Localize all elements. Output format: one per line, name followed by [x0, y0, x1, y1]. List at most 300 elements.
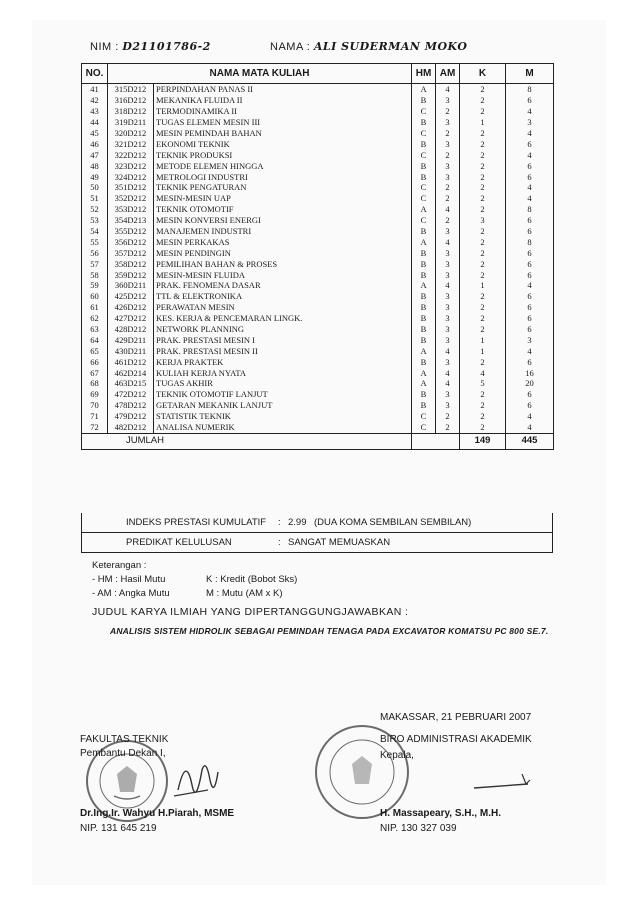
right-place-date: MAKASSAR, 21 PEBRUARI 2007	[380, 712, 532, 723]
row-m: 6	[506, 95, 554, 106]
left-signature	[168, 750, 228, 810]
row-k: 2	[460, 106, 506, 117]
row-am: 4	[436, 84, 460, 95]
row-k: 3	[460, 215, 506, 226]
row-course-name: PRAK. FENOMENA DASAR	[154, 280, 412, 291]
left-signer-name: Dr.Ing.Ir. Wahyu H.Piarah, MSME	[80, 808, 235, 819]
table-row	[82, 215, 554, 226]
row-k: 5	[460, 378, 506, 389]
row-code: 324D212	[108, 171, 154, 182]
row-m: 6	[506, 138, 554, 149]
row-k: 2	[460, 95, 506, 106]
row-hm: B	[412, 334, 436, 345]
row-code: 354D213	[108, 215, 154, 226]
row-m: 4	[506, 345, 554, 356]
table-row	[82, 128, 554, 139]
row-course-name: MESIN PERKAKAS	[154, 236, 412, 247]
row-m: 4	[506, 149, 554, 160]
row-course-name: MESIN PEMINDAH BAHAN	[154, 128, 412, 139]
row-no: 54	[82, 226, 108, 237]
row-am: 3	[436, 313, 460, 324]
row-course-name: MESIN-MESIN UAP	[154, 193, 412, 204]
row-m: 6	[506, 215, 554, 226]
row-no: 69	[82, 389, 108, 400]
table-row	[82, 193, 554, 204]
row-code: 478D212	[108, 400, 154, 411]
ipk-value: 2.99	[288, 517, 307, 528]
row-course-name: MEKANIKA FLUIDA II	[154, 95, 412, 106]
row-hm: B	[412, 291, 436, 302]
table-row	[82, 302, 554, 313]
row-no: 70	[82, 400, 108, 411]
row-hm: B	[412, 356, 436, 367]
row-m: 6	[506, 324, 554, 335]
row-code: 357D212	[108, 247, 154, 258]
row-k: 2	[460, 182, 506, 193]
row-hm: C	[412, 128, 436, 139]
row-hm: B	[412, 258, 436, 269]
row-no: 52	[82, 204, 108, 215]
row-am: 3	[436, 138, 460, 149]
row-course-name: GETARAN MEKANIK LANJUT	[154, 400, 412, 411]
row-m: 6	[506, 389, 554, 400]
row-no: 50	[82, 182, 108, 193]
row-k: 1	[460, 334, 506, 345]
ipk-label: INDEKS PRESTASI KUMULATIF	[126, 517, 267, 528]
row-m: 6	[506, 302, 554, 313]
table-row	[82, 171, 554, 182]
row-code: 472D212	[108, 389, 154, 400]
table-row	[82, 280, 554, 291]
row-k: 2	[460, 258, 506, 269]
table-row	[82, 247, 554, 258]
legend-title: Keterangan :	[92, 560, 147, 571]
row-code: 323D212	[108, 160, 154, 171]
row-k: 1	[460, 117, 506, 128]
table-body	[82, 84, 554, 434]
row-code: 425D212	[108, 291, 154, 302]
table-row	[82, 378, 554, 389]
row-no: 47	[82, 149, 108, 160]
col-m: M	[506, 64, 554, 84]
row-k: 2	[460, 226, 506, 237]
row-am: 4	[436, 204, 460, 215]
row-k: 2	[460, 422, 506, 433]
row-hm: C	[412, 215, 436, 226]
row-am: 3	[436, 258, 460, 269]
row-k: 1	[460, 280, 506, 291]
row-course-name: PRAK. PRESTASI MESIN I	[154, 334, 412, 345]
row-k: 2	[460, 313, 506, 324]
row-no: 72	[82, 422, 108, 433]
row-hm: A	[412, 378, 436, 389]
row-am: 3	[436, 160, 460, 171]
table-row	[82, 182, 554, 193]
row-code: 462D214	[108, 367, 154, 378]
table-row	[82, 324, 554, 335]
row-course-name: KULIAH KERJA NYATA	[154, 367, 412, 378]
row-code: 355D212	[108, 226, 154, 237]
row-k: 2	[460, 160, 506, 171]
table-row	[82, 258, 554, 269]
row-hm: B	[412, 95, 436, 106]
table-row	[82, 422, 554, 433]
row-m: 4	[506, 280, 554, 291]
row-hm: A	[412, 236, 436, 247]
row-no: 44	[82, 117, 108, 128]
col-hm: HM	[412, 64, 436, 84]
row-hm: A	[412, 345, 436, 356]
left-signer-line2: Pembantu Dekan I,	[80, 748, 166, 759]
row-m: 6	[506, 400, 554, 411]
row-m: 4	[506, 106, 554, 117]
row-code: 429D211	[108, 334, 154, 345]
row-no: 67	[82, 367, 108, 378]
row-k: 2	[460, 269, 506, 280]
row-hm: B	[412, 313, 436, 324]
row-course-name: TEKNIK OTOMOTIF LANJUT	[154, 389, 412, 400]
row-am: 4	[436, 345, 460, 356]
row-no: 63	[82, 324, 108, 335]
row-course-name: METROLOGI INDUSTRI	[154, 171, 412, 182]
row-k: 2	[460, 149, 506, 160]
row-am: 3	[436, 389, 460, 400]
nim-label: NIM :	[90, 41, 119, 53]
row-am: 3	[436, 117, 460, 128]
table-row	[82, 400, 554, 411]
row-am: 2	[436, 128, 460, 139]
row-am: 2	[436, 106, 460, 117]
row-am: 3	[436, 269, 460, 280]
nama-value: ALI SUDERMAN MOKO	[313, 40, 468, 53]
row-am: 3	[436, 302, 460, 313]
row-code: 318D212	[108, 106, 154, 117]
table-row	[82, 149, 554, 160]
row-k: 2	[460, 389, 506, 400]
row-k: 2	[460, 324, 506, 335]
thesis-heading: JUDUL KARYA ILMIAH YANG DIPERTANGGUNGJAWABKAN :	[92, 606, 409, 618]
row-k: 2	[460, 356, 506, 367]
row-am: 3	[436, 247, 460, 258]
right-signer-line1: BIRO ADMINISTRASI AKADEMIK	[380, 734, 532, 745]
row-am: 3	[436, 95, 460, 106]
row-code: 463D215	[108, 378, 154, 389]
row-no: 48	[82, 160, 108, 171]
table-row	[82, 367, 554, 378]
row-course-name: TERMODINAMIKA II	[154, 106, 412, 117]
row-course-name: KERJA PRAKTEK	[154, 356, 412, 367]
row-k: 2	[460, 138, 506, 149]
row-code: 479D212	[108, 411, 154, 422]
table-row	[82, 204, 554, 215]
legend-hm: - HM : Hasil Mutu	[92, 574, 166, 585]
ipk-box	[81, 513, 553, 533]
legend-am: - AM : Angka Mutu	[92, 588, 170, 599]
table-row	[82, 345, 554, 356]
row-hm: B	[412, 324, 436, 335]
predikat-colon: :	[278, 537, 281, 548]
row-course-name: PERPINDAHAN PANAS II	[154, 84, 412, 95]
row-code: 428D212	[108, 324, 154, 335]
row-hm: B	[412, 226, 436, 237]
row-m: 4	[506, 422, 554, 433]
row-course-name: PEMILIHAN BAHAN & PROSES	[154, 258, 412, 269]
right-signer-line2: Kepala,	[380, 750, 414, 761]
table-header-row	[82, 64, 554, 84]
row-k: 1	[460, 345, 506, 356]
row-k: 2	[460, 171, 506, 182]
right-signature	[472, 768, 536, 798]
thesis-title: ANALISIS SISTEM HIDROLIK SEBAGAI PEMINDAH TENAGA PADA EXCAVATOR KOMATSU PC 800 SE.7.	[110, 626, 549, 636]
row-course-name: PRAK. PRESTASI MESIN II	[154, 345, 412, 356]
row-am: 2	[436, 149, 460, 160]
row-no: 42	[82, 95, 108, 106]
row-m: 4	[506, 182, 554, 193]
row-m: 6	[506, 291, 554, 302]
row-hm: A	[412, 84, 436, 95]
row-code: 316D212	[108, 95, 154, 106]
predikat-value: SANGAT MEMUASKAN	[288, 537, 391, 548]
row-k: 2	[460, 291, 506, 302]
row-no: 59	[82, 280, 108, 291]
row-m: 6	[506, 269, 554, 280]
row-no: 64	[82, 334, 108, 345]
row-course-name: PERAWATAN MESIN	[154, 302, 412, 313]
row-course-name: MESIN-MESIN FLUIDA	[154, 269, 412, 280]
row-code: 427D212	[108, 313, 154, 324]
row-no: 71	[82, 411, 108, 422]
row-no: 53	[82, 215, 108, 226]
row-m: 20	[506, 378, 554, 389]
row-course-name: ANALISA NUMERIK	[154, 422, 412, 433]
row-m: 4	[506, 193, 554, 204]
row-am: 2	[436, 422, 460, 433]
row-code: 320D212	[108, 128, 154, 139]
row-k: 2	[460, 128, 506, 139]
row-m: 6	[506, 226, 554, 237]
row-code: 360D211	[108, 280, 154, 291]
row-hm: B	[412, 247, 436, 258]
row-no: 57	[82, 258, 108, 269]
row-no: 51	[82, 193, 108, 204]
row-course-name: STATISTIK TEKNIK	[154, 411, 412, 422]
row-code: 319D211	[108, 117, 154, 128]
table-row	[82, 84, 554, 95]
table-row	[82, 117, 554, 128]
row-am: 3	[436, 171, 460, 182]
row-am: 3	[436, 291, 460, 302]
row-am: 4	[436, 236, 460, 247]
row-m: 3	[506, 334, 554, 345]
row-no: 46	[82, 138, 108, 149]
total-row	[82, 433, 554, 449]
grades-table	[81, 63, 554, 450]
row-k: 2	[460, 400, 506, 411]
table-row	[82, 160, 554, 171]
table-row	[82, 106, 554, 117]
left-signer-nip: NIP. 131 645 219	[80, 823, 157, 834]
row-course-name: TEKNIK PENGATURAN	[154, 182, 412, 193]
right-signer-nip: NIP. 130 327 039	[380, 823, 457, 834]
row-code: 359D212	[108, 269, 154, 280]
row-m: 4	[506, 411, 554, 422]
row-hm: B	[412, 138, 436, 149]
row-m: 6	[506, 356, 554, 367]
row-no: 62	[82, 313, 108, 324]
row-am: 2	[436, 215, 460, 226]
table-row	[82, 236, 554, 247]
row-course-name: METODE ELEMEN HINGGA	[154, 160, 412, 171]
row-no: 61	[82, 302, 108, 313]
row-code: 426D212	[108, 302, 154, 313]
row-m: 8	[506, 236, 554, 247]
col-k: K	[460, 64, 506, 84]
row-course-name: EKONOMI TEKNIK	[154, 138, 412, 149]
row-code: 358D212	[108, 258, 154, 269]
row-am: 2	[436, 411, 460, 422]
row-am: 3	[436, 226, 460, 237]
row-hm: A	[412, 367, 436, 378]
ipk-colon: :	[278, 517, 281, 528]
row-code: 352D212	[108, 193, 154, 204]
nim-value: D21101786-2	[122, 40, 211, 53]
row-m: 8	[506, 84, 554, 95]
row-hm: C	[412, 182, 436, 193]
legend-k: K : Kredit (Bobot Sks)	[206, 574, 298, 585]
row-code: 315D212	[108, 84, 154, 95]
row-am: 3	[436, 334, 460, 345]
row-k: 2	[460, 84, 506, 95]
row-no: 55	[82, 236, 108, 247]
row-hm: B	[412, 269, 436, 280]
total-m: 445	[506, 433, 554, 449]
row-course-name: MANAJEMEN INDUSTRI	[154, 226, 412, 237]
row-k: 2	[460, 247, 506, 258]
row-m: 6	[506, 313, 554, 324]
row-no: 56	[82, 247, 108, 258]
row-hm: A	[412, 280, 436, 291]
row-no: 66	[82, 356, 108, 367]
row-k: 2	[460, 193, 506, 204]
row-am: 3	[436, 400, 460, 411]
row-course-name: NETWORK PLANNING	[154, 324, 412, 335]
right-signer-name: H. Massapeary, S.H., M.H.	[380, 808, 501, 819]
row-am: 4	[436, 280, 460, 291]
row-hm: B	[412, 117, 436, 128]
ipk-words: (DUA KOMA SEMBILAN SEMBILAN)	[314, 517, 472, 528]
row-code: 351D212	[108, 182, 154, 193]
row-code: 353D212	[108, 204, 154, 215]
row-hm: B	[412, 302, 436, 313]
row-code: 482D212	[108, 422, 154, 433]
row-hm: B	[412, 400, 436, 411]
row-no: 43	[82, 106, 108, 117]
predikat-box	[81, 533, 553, 553]
row-no: 41	[82, 84, 108, 95]
table-row	[82, 269, 554, 280]
row-no: 45	[82, 128, 108, 139]
col-course-name: NAMA MATA KULIAH	[108, 64, 412, 84]
row-m: 6	[506, 171, 554, 182]
legend-m: M : Mutu (AM x K)	[206, 588, 283, 599]
row-am: 4	[436, 367, 460, 378]
row-m: 3	[506, 117, 554, 128]
total-k: 149	[460, 433, 506, 449]
row-am: 4	[436, 378, 460, 389]
total-label: JUMLAH	[82, 433, 412, 449]
table-row	[82, 334, 554, 345]
row-code: 321D212	[108, 138, 154, 149]
row-k: 2	[460, 204, 506, 215]
row-hm: C	[412, 193, 436, 204]
row-hm: B	[412, 389, 436, 400]
table-row	[82, 226, 554, 237]
row-course-name: TUGAS ELEMEN MESIN III	[154, 117, 412, 128]
row-hm: C	[412, 411, 436, 422]
row-hm: C	[412, 106, 436, 117]
table-row	[82, 95, 554, 106]
row-course-name: MESIN PENDINGIN	[154, 247, 412, 258]
row-code: 461D212	[108, 356, 154, 367]
table-row	[82, 291, 554, 302]
table-row	[82, 138, 554, 149]
row-hm: B	[412, 171, 436, 182]
row-no: 58	[82, 269, 108, 280]
row-no: 49	[82, 171, 108, 182]
col-no: NO.	[82, 64, 108, 84]
row-course-name: TTL & ELEKTRONIKA	[154, 291, 412, 302]
row-m: 6	[506, 258, 554, 269]
row-k: 2	[460, 236, 506, 247]
row-hm: A	[412, 204, 436, 215]
row-course-name: KES. KERJA & PENCEMARAN LINGK.	[154, 313, 412, 324]
nama-field	[270, 40, 467, 53]
row-k: 4	[460, 367, 506, 378]
table-row	[82, 411, 554, 422]
col-am: AM	[436, 64, 460, 84]
row-hm: B	[412, 160, 436, 171]
row-am: 3	[436, 324, 460, 335]
row-no: 68	[82, 378, 108, 389]
nim-field	[90, 40, 211, 53]
row-m: 6	[506, 160, 554, 171]
left-signer-line1: FAKULTAS TEKNIK	[80, 734, 169, 745]
predikat-label: PREDIKAT KELULUSAN	[126, 537, 232, 548]
row-k: 2	[460, 411, 506, 422]
row-course-name: MESIN KONVERSI ENERGI	[154, 215, 412, 226]
total-spacer	[412, 433, 460, 449]
row-course-name: TEKNIK PRODUKSI	[154, 149, 412, 160]
row-am: 2	[436, 193, 460, 204]
row-hm: C	[412, 422, 436, 433]
row-no: 60	[82, 291, 108, 302]
row-code: 430D211	[108, 345, 154, 356]
table-row	[82, 389, 554, 400]
row-code: 356D212	[108, 236, 154, 247]
row-m: 16	[506, 367, 554, 378]
row-am: 2	[436, 182, 460, 193]
row-k: 2	[460, 302, 506, 313]
row-course-name: TUGAS AKHIR	[154, 378, 412, 389]
row-no: 65	[82, 345, 108, 356]
row-code: 322D212	[108, 149, 154, 160]
table-row	[82, 356, 554, 367]
row-m: 4	[506, 128, 554, 139]
row-m: 6	[506, 247, 554, 258]
row-am: 3	[436, 356, 460, 367]
row-hm: C	[412, 149, 436, 160]
nama-label: NAMA :	[270, 41, 311, 53]
